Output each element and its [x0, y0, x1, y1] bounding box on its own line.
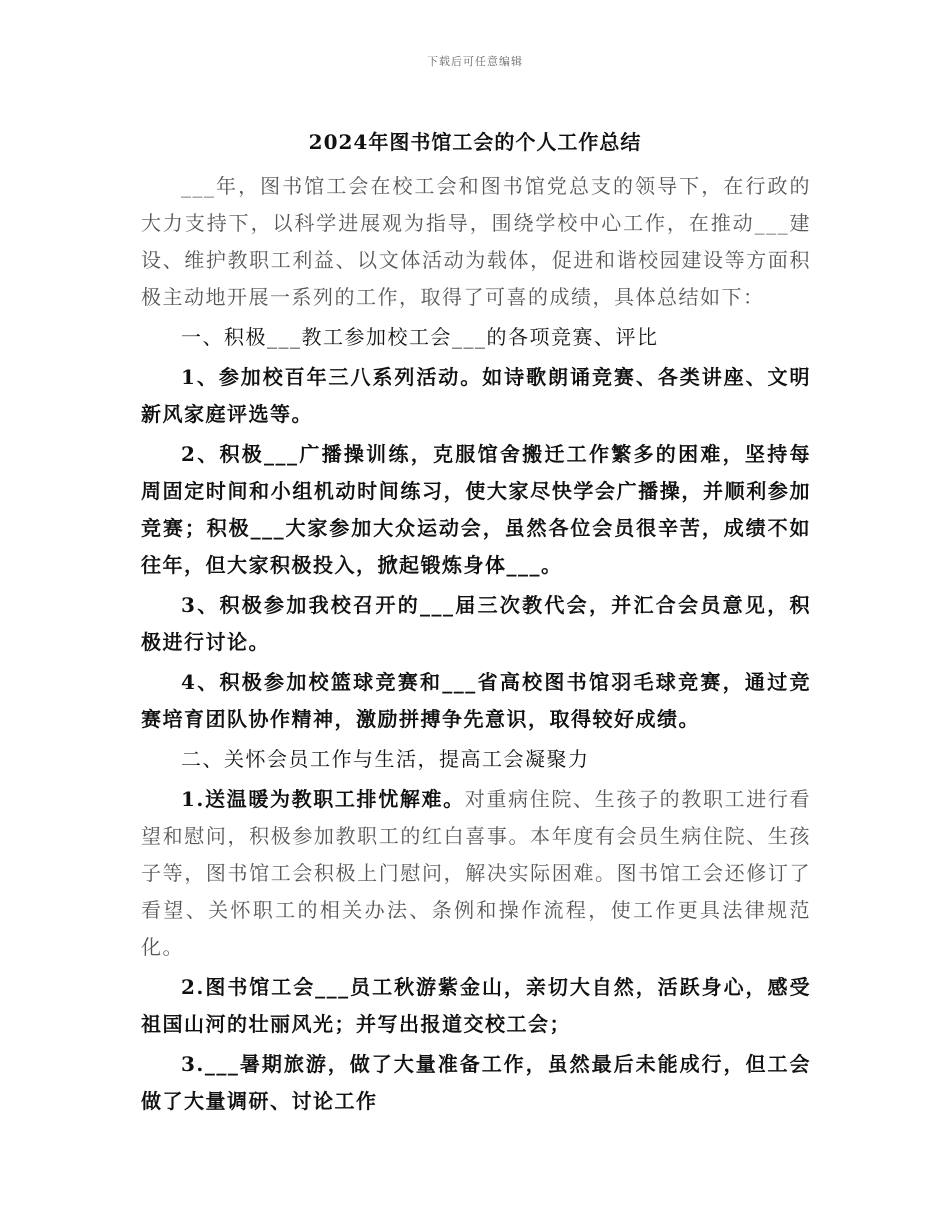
section-heading-2: 二、关怀会员工作与生活，提高工会凝聚力: [181, 747, 590, 771]
item-1-3: 3、积极参加我校召开的___届三次教代会，并汇合会员意见，积极进行讨论。: [141, 593, 811, 654]
item-1-2: 2、积极___广播操训练，克服馆舍搬迁工作繁多的困难，坚持每周固定时间和小组机动时间练习，使大家尽快学会广播操，并顺利参加竞赛；积极___大家参加大众运动会，虽然各位会员很辛苦，成绩不如往年，但大家积极投入，掀起锻炼身体___。: [141, 442, 811, 577]
item-2-1-body: 对重病住院、生孩子的教职工进行看望和慰问，积极参加教职工的红白喜事。本年度有会员生病住院、生孩子等，图书馆工会积极上门慰问，解决实际困难。图书馆工会还修订了看望、关怀职工的相关办法、条例和操作流程，使工作更具法律规范化。: [141, 787, 811, 959]
item-2-1: [141, 781, 811, 966]
item-1-1: 1、参加校百年三八系列活动。如诗歌朗诵竞赛、各类讲座、文明新风家庭评选等。: [141, 365, 811, 426]
item-2-3: 3.___暑期旅游，做了大量准备工作，虽然最后未能成行，但工会做了大量调研、讨论工作: [141, 1052, 811, 1113]
intro-paragraph: ___年，图书馆工会在校工会和图书馆党总支的领导下，在行政的大力支持下，以科学进展观为指导，围绕学校中心工作，在推动___建设、维护教职工利益、以文体活动为载体，促进和谐校园建设等方面积极主动地开展一系列的工作，取得了可喜的成绩，具体总结如下：: [141, 174, 811, 309]
item-2-2: 2.图书馆工会___员工秋游紫金山，亲切大自然，活跃身心，感受祖国山河的壮丽风光；并写出报道交校工会；: [141, 975, 811, 1036]
header-note: 下载后可任意编辑: [427, 55, 523, 68]
item-1-4: 4、积极参加校篮球竞赛和___省高校图书馆羽毛球竞赛，通过竞赛培育团队协作精神，激励拼搏争先意识，取得较好成绩。: [141, 670, 811, 731]
document-title: 2024年图书馆工会的个人工作总结: [308, 130, 642, 154]
document-body: [141, 168, 811, 1120]
section-heading-1: 一、积极___教工参加校工会___的各项竞赛、评比: [181, 325, 659, 349]
item-2-1-lead: 1.送温暖为教职工排忧解难。: [181, 787, 465, 811]
